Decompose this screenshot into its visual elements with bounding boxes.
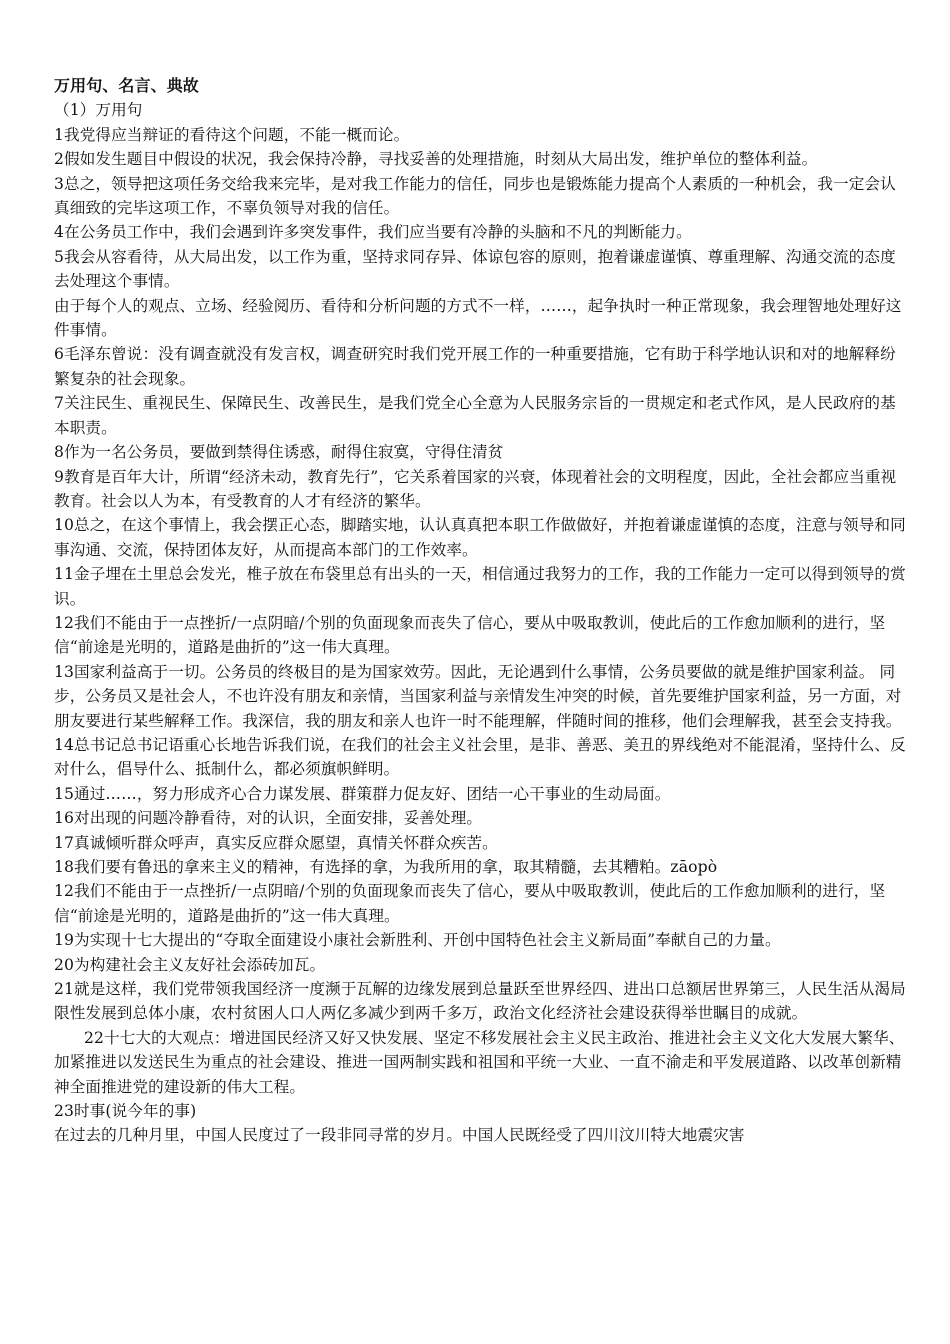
paragraph-23-body: 在过去的几种月里，中国人民度过了一段非同寻常的岁月。中国人民既经受了四川汶川特大地震灾害 [54,1126,745,1145]
paragraph-12-repeat: 12我们不能由于一点挫折/一点阴暗/个别的负面现象而丧失了信心，要从中吸取教训，使此后的工作愈加顺利的进行，坚信“前途是光明的，道路是曲折的”这一伟大真理。 [54,882,886,925]
paragraph-16: 16对出现的问题冷静看待，对的认识，全面安排，妥善处理。 [54,809,483,828]
paragraph-1: 1我党得应当辩证的看待这个问题，不能一概而论。 [54,125,410,144]
paragraph-3: 3总之，领导把这项任务交给我来完毕，是对我工作能力的信任，同步也是锻炼能力提高个人素质的一种机会，我一定会认真细致的完毕这项工作，不辜负领导对我的信任。 [54,174,896,218]
paragraph-21: 21就是这样，我们党带领我国经济一度濒于瓦解的边缘发展到总量跃至世界经四、进出口总额居世界第三，人民生活从渴局限性发展到总体小康，农村贫困人口人两亿多减少到两千多万，政治文化经济社会建设获得举世瞩目的成就。 [54,980,906,1023]
paragraph-10: 10总之，在这个事情上，我会摆正心态，脚踏实地，认认真真把本职工作做做好，并抱着谦虚谨慎的态度，注意与领导和同事沟通、交流，保持团体友好，从而提高本部门的工作效率。 [54,516,906,559]
paragraph-5-continued: 由于每个人的观点、立场、经验阅历、看待和分析问题的方式不一样，……，起争执时一种正常现象，我会理智地处理好这件事情。 [54,296,902,340]
paragraph-2: 2假如发生题目中假设的状况，我会保持冷静，寻找妥善的处理措施，时刻从大局出发，维护单位的整体利益。 [54,150,818,169]
paragraph-11: 11金子埋在土里总会发光，椎子放在布袋里总有出头的一天，相信通过我努力的工作，我的工作能力一定可以得到领导的赏识。 [54,565,906,608]
paragraph-9: 9教育是百年大计，所谓“经济未动，教育先行”，它关系着国家的兴衰，体现着社会的文明程度，因此，全社会都应当重视教育。社会以人为本，有受教育的人才有经济的繁华。 [54,467,897,510]
paragraph-5: 5我会从容看待，从大局出发，以工作为重，坚持求同存异、体谅包容的原则，抱着谦虚谨慎、尊重理解、沟通交流的态度去处理这个事情。 [54,247,896,291]
paragraph-6: 6毛泽东曾说：没有调查就没有发言权，调查研究时我们党开展工作的一种重要措施，它有助于科学地认识和对的地解释纷繁复杂的社会现象。 [54,345,896,388]
paragraph-13: 13国家利益高于一切。公务员的终极目的是为国家效劳。因此，无论遇到什么事情，公务员要做的就是维护国家利益。 同步，公务员又是社会人，不也许没有朋友和亲情，当国家利益与亲情发生冲突的时候，首先要维护国家利益，另一方面，对朋友要进行某些解释工作。我深信，我的朋友和亲人也许一时不能理解，伴随时间的推移，他们会理解我，甚至会支持我。 [54,662,902,730]
paragraph-18: 18我们要有鲁迅的拿来主义的精神，有选择的拿，为我所用的拿，取其精髓，去其糟粕。zāopò [54,858,718,876]
paragraph-19: 19为实现十七大提出的“夺取全面建设小康社会新胜利、开创中国特色社会主义新局面”奉献自己的力量。 [54,931,781,950]
paragraph-12: 12我们不能由于一点挫折/一点阴暗/个别的负面现象而丧失了信心，要从中吸取教训，使此后的工作愈加顺利的进行，坚信“前途是光明的，道路是曲折的”这一伟大真理。 [54,613,886,657]
paragraph-22: 22十七大的大观点：增进国民经济又好又快发展、坚定不移发展社会主义民主政治、推进社会主义文化大发展大繁华、加紧推进以发送民生为重点的社会建设、推进一国两制实践和祖国和平统一大业、一直不渝走和平发展道路、以改革创新精神全面推进党的建设新的伟大工程。 [54,1028,905,1096]
paragraph-17: 17真诚倾听群众呼声，真实反应群众愿望，真情关怀群众疾苦。 [54,833,498,852]
paragraph-4: 4在公务员工作中，我们会遇到许多突发事件，我们应当要有冷静的头脑和不凡的判断能力。 [54,223,692,242]
paragraph-7: 7关注民生、重视民生、保障民生、改善民生，是我们党全心全意为人民服务宗旨的一贯规定和老式作风，是人民政府的基本职责。 [54,394,896,437]
paragraph-15: 15通过……，努力形成齐心合力谋发展、群策群力促友好、团结一心干事业的生动局面。 [54,784,671,803]
document-page [54,74,910,1148]
paragraph-8: 8作为一名公务员，要做到禁得住诱惑，耐得住寂寞，守得住清贫 [54,443,504,462]
paragraph-20: 20为构建社会主义友好社会添砖加瓦。 [54,955,326,974]
paragraph-14: 14总书记总书记语重心长地告诉我们说，在我们的社会主义社会里，是非、善恶、美丑的界线绝对不能混淆，坚持什么、反对什么，倡导什么、抵制什么，都必须旗帜鲜明。 [54,735,906,779]
paragraph-23: 23时事(说今年的事) [54,1102,197,1121]
section-subtitle: （1）万用句 [54,101,143,120]
document-title: 万用句、名言、典故 [54,76,199,95]
